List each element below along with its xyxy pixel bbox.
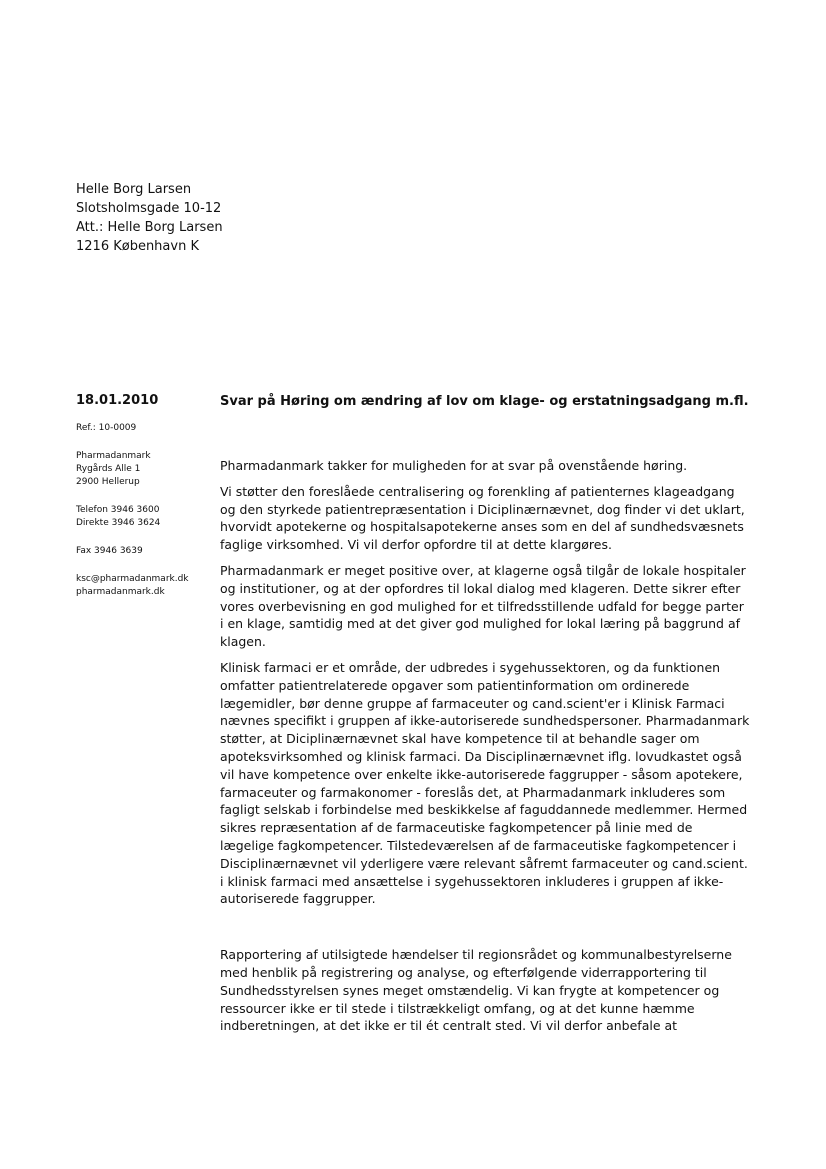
- sender-direct-phone: Direkte 3946 3624: [76, 518, 161, 528]
- recipient-city: 1216 København K: [76, 239, 199, 254]
- letter-date: 18.01.2010: [76, 393, 159, 408]
- sender-website: pharmadanmark.dk: [76, 587, 165, 597]
- sender-city: 2900 Hellerup: [76, 477, 140, 487]
- recipient-name: Helle Borg Larsen: [76, 182, 192, 197]
- recipient-street: Slotsholmsgade 10-12: [76, 201, 222, 216]
- paragraph-thanks: Pharmadanmark takker for muligheden for at svar på ovenstående høring.: [220, 458, 688, 473]
- sender-email: ksc@pharmadanmark.dk: [76, 574, 189, 584]
- sender-org: Pharmadanmark: [76, 451, 151, 461]
- paragraph-clinical-pharmacy: Klinisk farmaci er et område, der udbredes i sygehussektoren, og da funktionen omfatter patientrelaterede opgaver som patientinformation om ordinerede lægemidler, bør denne gruppe af farmaceuter og cand.scient'er i Klinisk Farmaci nævnes specifikt i gruppen af ikke-autoriserede sundhedspersoner. Pharmadanmark støtter, at Diciplinærnævnet skal have kompetence til at behandle sager om apoteksvirksomhed og klinisk farmaci. Da Disciplinærnævnet iflg. lovudkastet også vil have kompetence over enkelte ikke-autoriserede faggrupper - såsom apotekere, farmaceuter og farmakonomer - foreslås det, at Pharmadanmark inkluderes som fagligt selskab i forbindelse med beskikkelse af faguddannede medlemmer. Hermed sikres repræsentation af de farmaceutiske fagkompetencer på linie med de lægelige fagkompetencer. Tilstedeværelsen af de farmaceutiske fagkompetencer i Disciplinærnævnet vil yderligere være relevant såfremt farmaceuter og cand.scient. i klinisk farmaci med ansættelse i sygehussektoren inkluderes i gruppen af ikke-autoriserede faggrupper.: [220, 659, 750, 907]
- sender-phone: Telefon 3946 3600: [76, 505, 160, 515]
- recipient-attention: Att.: Helle Borg Larsen: [76, 220, 223, 235]
- paragraph-support: Vi støtter den foreslåede centralisering og forenkling af patienternes klageadgang og den styrkede patientrepræsentation i Diciplinærnævnet, dog finder vi det uklart, hvorvidt apotekerne og hospitalsapotekerne anses som en del af sundhedsvæsnets faglige virksomhed. Vi vil derfor opfordre til at dette klargøres.: [220, 483, 745, 553]
- sender-phones: [76, 504, 216, 530]
- sender-street: Rygårds Alle 1: [76, 464, 141, 474]
- letter-subject: Svar på Høring om ændring af lov om klage- og erstatningsadgang m.fl.: [220, 394, 749, 409]
- sender-address: [76, 450, 216, 489]
- letter-body: [220, 393, 750, 1043]
- paragraph-local-dialog: Pharmadanmark er meget positive over, at klagerne også tilgår de lokale hospitaler og institutioner, og at der opfordres til lokal dialog med klageren. Dette sikrer efter vores overbevisning en god mulighed for et tilfredsstillende udfald for begge parter i en klage, samtidig med at det giver god mulighed for lokal læring på baggrund af klagen.: [220, 562, 746, 650]
- paragraph-reporting: Rapportering af utilsigtede hændelser til regionsrådet og kommunalbestyrelserne med henblik på registrering og analyse, og efterfølgende viderrapportering til Sundhedsstyrelsen synes meget omstændelig. Vi kan frygte at kompetencer og ressourcer ikke er til stede i tilstrækkeligt omfang, og at det kunne hæmme indberetningen, at det ikke er til ét centralt sted. Vi vil derfor anbefale at: [220, 947, 732, 1034]
- sender-contact: [76, 573, 216, 599]
- recipient-address: [76, 180, 223, 256]
- sender-fax: Fax 3946 3639: [76, 546, 143, 556]
- sender-sidebar: [76, 393, 216, 614]
- reference-number: Ref.: 10-0009: [76, 423, 137, 433]
